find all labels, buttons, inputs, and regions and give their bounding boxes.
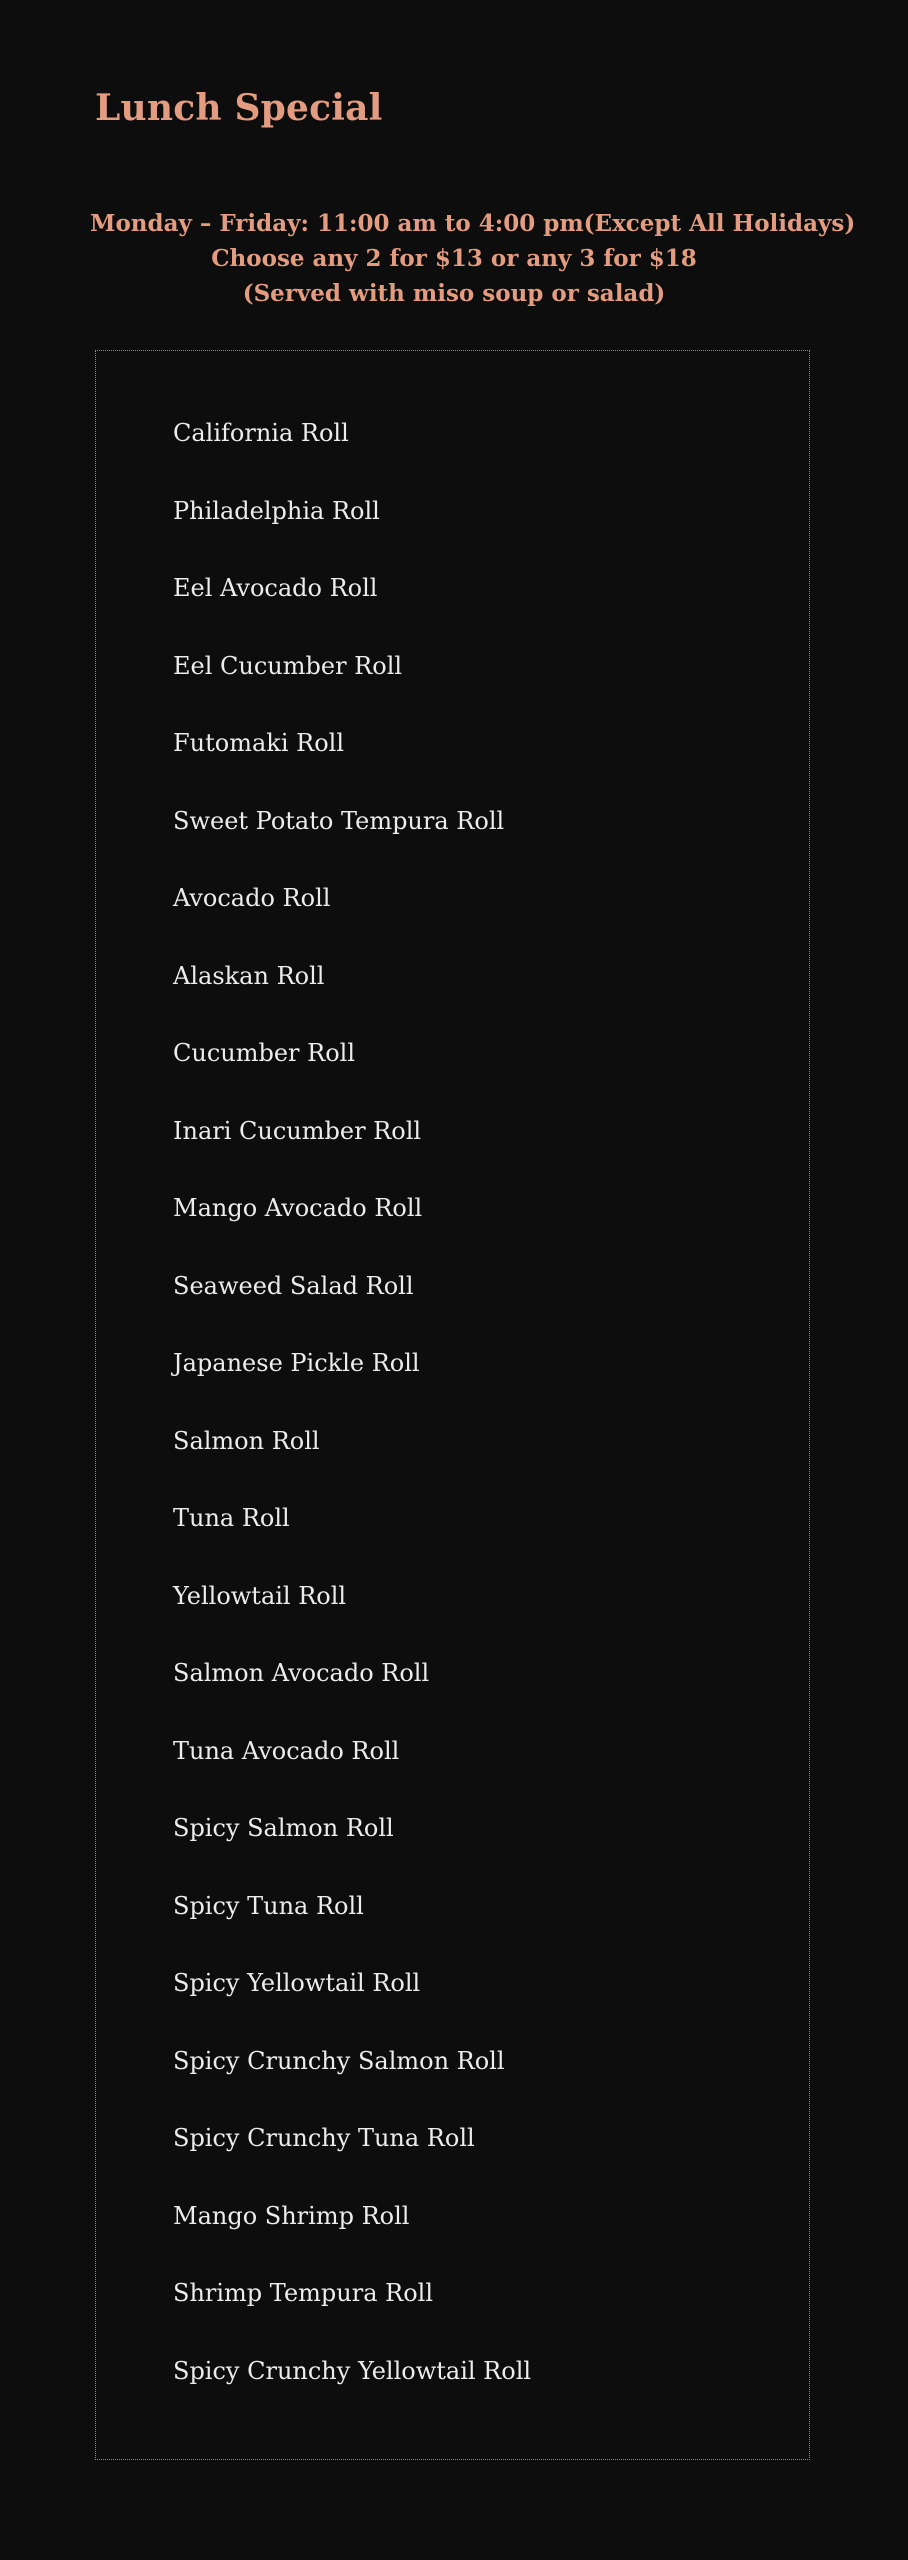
menu-item: Spicy Crunchy Salmon Roll [173, 2047, 505, 2075]
menu-item: Spicy Crunchy Yellowtail Roll [173, 2357, 532, 2385]
menu-item: Spicy Salmon Roll [173, 1814, 394, 1842]
hours-text: Monday – Friday: 11:00 am to 4:00 pm(Except All Holidays) [90, 210, 856, 237]
menu-item: Japanese Pickle Roll [173, 1349, 420, 1377]
menu-item: Avocado Roll [173, 884, 331, 912]
menu-item: Shrimp Tempura Roll [173, 2279, 434, 2307]
menu-item: Eel Avocado Roll [173, 574, 378, 602]
menu-box [95, 350, 810, 2460]
menu-item: Philadelphia Roll [173, 497, 380, 525]
menu-item: Inari Cucumber Roll [173, 1117, 422, 1145]
menu-item: Spicy Yellowtail Roll [173, 1969, 421, 1997]
menu-item: Alaskan Roll [173, 962, 325, 990]
menu-item: Futomaki Roll [173, 729, 344, 757]
lunch-special-info [90, 206, 856, 311]
menu-item: Mango Shrimp Roll [173, 2202, 410, 2230]
menu-item: Spicy Crunchy Tuna Roll [173, 2124, 475, 2152]
menu-item: Tuna Roll [173, 1504, 290, 1532]
menu-item: Yellowtail Roll [173, 1582, 347, 1610]
page-title: Lunch Special [95, 87, 383, 129]
menu-item: Tuna Avocado Roll [173, 1737, 400, 1765]
menu-item: Mango Avocado Roll [173, 1194, 423, 1222]
served-with-text: (Served with miso soup or salad) [242, 280, 666, 307]
menu-item: Eel Cucumber Roll [173, 652, 403, 680]
menu-item: Seaweed Salad Roll [173, 1272, 414, 1300]
menu-item: Salmon Avocado Roll [173, 1659, 430, 1687]
menu-item: Salmon Roll [173, 1427, 320, 1455]
menu-item: Spicy Tuna Roll [173, 1892, 364, 1920]
menu-item: Sweet Potato Tempura Roll [173, 807, 505, 835]
pricing-text: Choose any 2 for $13 or any 3 for $18 [211, 245, 697, 272]
menu-item: California Roll [173, 419, 349, 447]
menu-item: Cucumber Roll [173, 1039, 356, 1067]
